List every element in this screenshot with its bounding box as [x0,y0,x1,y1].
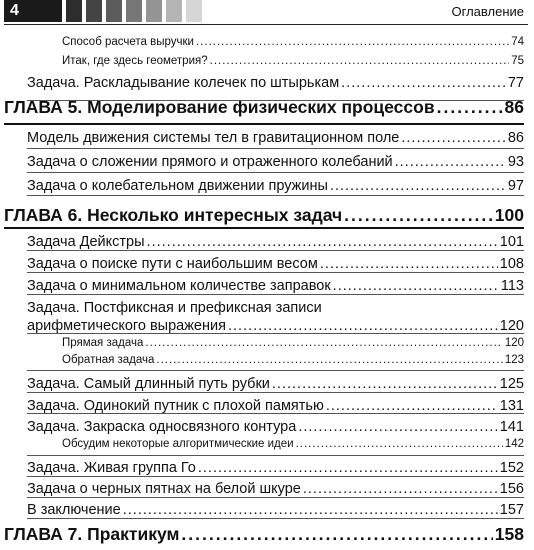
header-bar-segment [86,0,102,22]
chapter-rule [4,227,524,229]
header-bar-segment [186,0,202,22]
page-number: 4 [4,0,62,22]
entry-title: Прямая задача [62,337,144,349]
dot-leader [272,376,498,392]
entry-title: Обсудим некоторые алгоритмические идеи [62,438,294,450]
entry-title: Задача о минимальном количестве заправок [27,278,331,294]
page-ref: 77 [507,75,524,91]
entry-title: Задача. Одинокий путник с плохой памятью [27,398,324,414]
entry-title: Задача о черных пятнах на белой шкуре [27,481,301,497]
dot-leader [296,438,503,450]
entry-title: Задача Дейкстры [27,234,145,250]
entry-title: Модель движения системы тел в гравитационном поле [27,130,400,146]
separator-rule [27,272,524,273]
separator-rule [27,294,524,295]
dot-leader [330,178,506,194]
page-ref: 97 [507,178,524,194]
page-ref: 75 [511,55,524,67]
dot-leader [156,354,502,366]
page-ref: 156 [499,481,524,497]
entry-title: Задача о поиске пути с наибольшим весом [27,256,318,272]
header-color-bar [4,0,202,22]
dot-leader [341,75,506,91]
page-ref: 157 [499,502,524,518]
entry-title: Задача. Живая группа Го [27,460,196,476]
page-ref: 123 [504,354,524,366]
toc-entry [62,354,524,366]
dot-leader [198,460,498,476]
page-ref: 141 [499,419,524,435]
header-bar-segment [166,0,182,22]
page-ref: 113 [500,278,524,294]
entry-title: Задача. Постфиксная и префиксная записи [27,300,322,316]
dot-leader [228,318,498,334]
page-ref: 101 [499,234,524,250]
entry-title: ГЛАВА 5. Моделирование физических процессов [4,97,435,117]
toc-entry [62,55,524,67]
page-ref: 152 [499,460,524,476]
toc-entry [27,419,524,435]
entry-title: В заключение [27,502,121,518]
toc-entry [27,256,524,272]
toc-entry [27,398,524,414]
toc-entry [27,130,524,146]
dot-leader [145,337,502,349]
page-ref: 142 [504,438,524,450]
dot-leader [303,481,498,497]
separator-rule [27,518,524,519]
page-ref: 125 [499,376,524,392]
page-ref: 74 [511,36,524,48]
toc-entry [27,481,524,497]
entry-title: Задача. Закраска односвязного контура [27,419,297,435]
page-ref: 120 [504,337,524,349]
toc-entry [27,502,524,518]
header-bar-segment [126,0,142,22]
page-ref: 86 [504,97,524,117]
toc-entry [27,376,524,392]
section-title: Оглавление [451,4,524,19]
toc-entry [62,337,524,349]
dot-leader [320,256,498,272]
entry-title: Задача. Самый длинный путь рубки [27,376,270,392]
toc-entry [27,318,524,334]
dot-leader [147,234,498,250]
toc-entry [27,278,524,294]
entry-title: Итак, где здесь геометрия? [62,55,208,67]
separator-rule [27,250,524,251]
page-ref: 86 [507,130,524,146]
entry-title: ГЛАВА 6. Несколько интересных задач [4,205,343,225]
dot-leader [344,205,493,226]
header-bar-segment [146,0,162,22]
header-rule [4,24,528,25]
entry-title: Задача. Раскладывание колечек по штырькам [27,75,340,91]
toc-entry [27,234,524,250]
toc-entry [27,75,524,91]
separator-rule [27,100,524,101]
page-ref: 120 [499,318,524,334]
dot-leader [333,278,499,294]
dot-leader [123,502,498,518]
dot-leader [298,419,497,435]
toc-entry [27,300,524,316]
header-bar-segment [106,0,122,22]
separator-rule [27,195,524,196]
entry-title: Задача о сложении прямого и отраженного колебаний [27,154,393,170]
separator-rule [27,476,524,477]
chapter-rule [4,123,524,125]
toc-entry [27,460,524,476]
page-ref: 131 [499,398,524,414]
chapter-heading [4,524,524,545]
dot-leader [196,36,509,48]
entry-title: Способ расчета выручки [62,36,194,48]
separator-rule [27,497,524,498]
separator-rule [27,392,524,393]
dot-leader [401,130,505,146]
entry-title: Задача о колебательном движении пружины [27,178,328,194]
page-ref: 158 [494,524,524,544]
separator-rule [27,455,524,456]
separator-rule [27,333,524,334]
page-ref: 93 [507,154,524,170]
page-ref: 108 [499,256,524,272]
page-ref: 100 [494,205,524,225]
running-header [0,0,534,26]
separator-rule [27,148,524,149]
header-bar-segment [66,0,82,22]
separator-rule [27,413,524,414]
separator-rule [27,370,524,371]
dot-leader [210,55,510,67]
separator-rule [27,172,524,173]
entry-title: ГЛАВА 7. Практикум [4,524,180,544]
entry-title: Обратная задача [62,354,155,366]
dot-leader [326,398,498,414]
toc-entry [27,178,524,194]
toc-entry [62,36,524,48]
toc-entry [62,438,524,450]
toc-entry [27,154,524,170]
entry-title-continued: арифметического выражения [27,318,226,334]
dot-leader [181,524,492,545]
dot-leader [395,154,506,170]
chapter-heading [4,205,524,226]
